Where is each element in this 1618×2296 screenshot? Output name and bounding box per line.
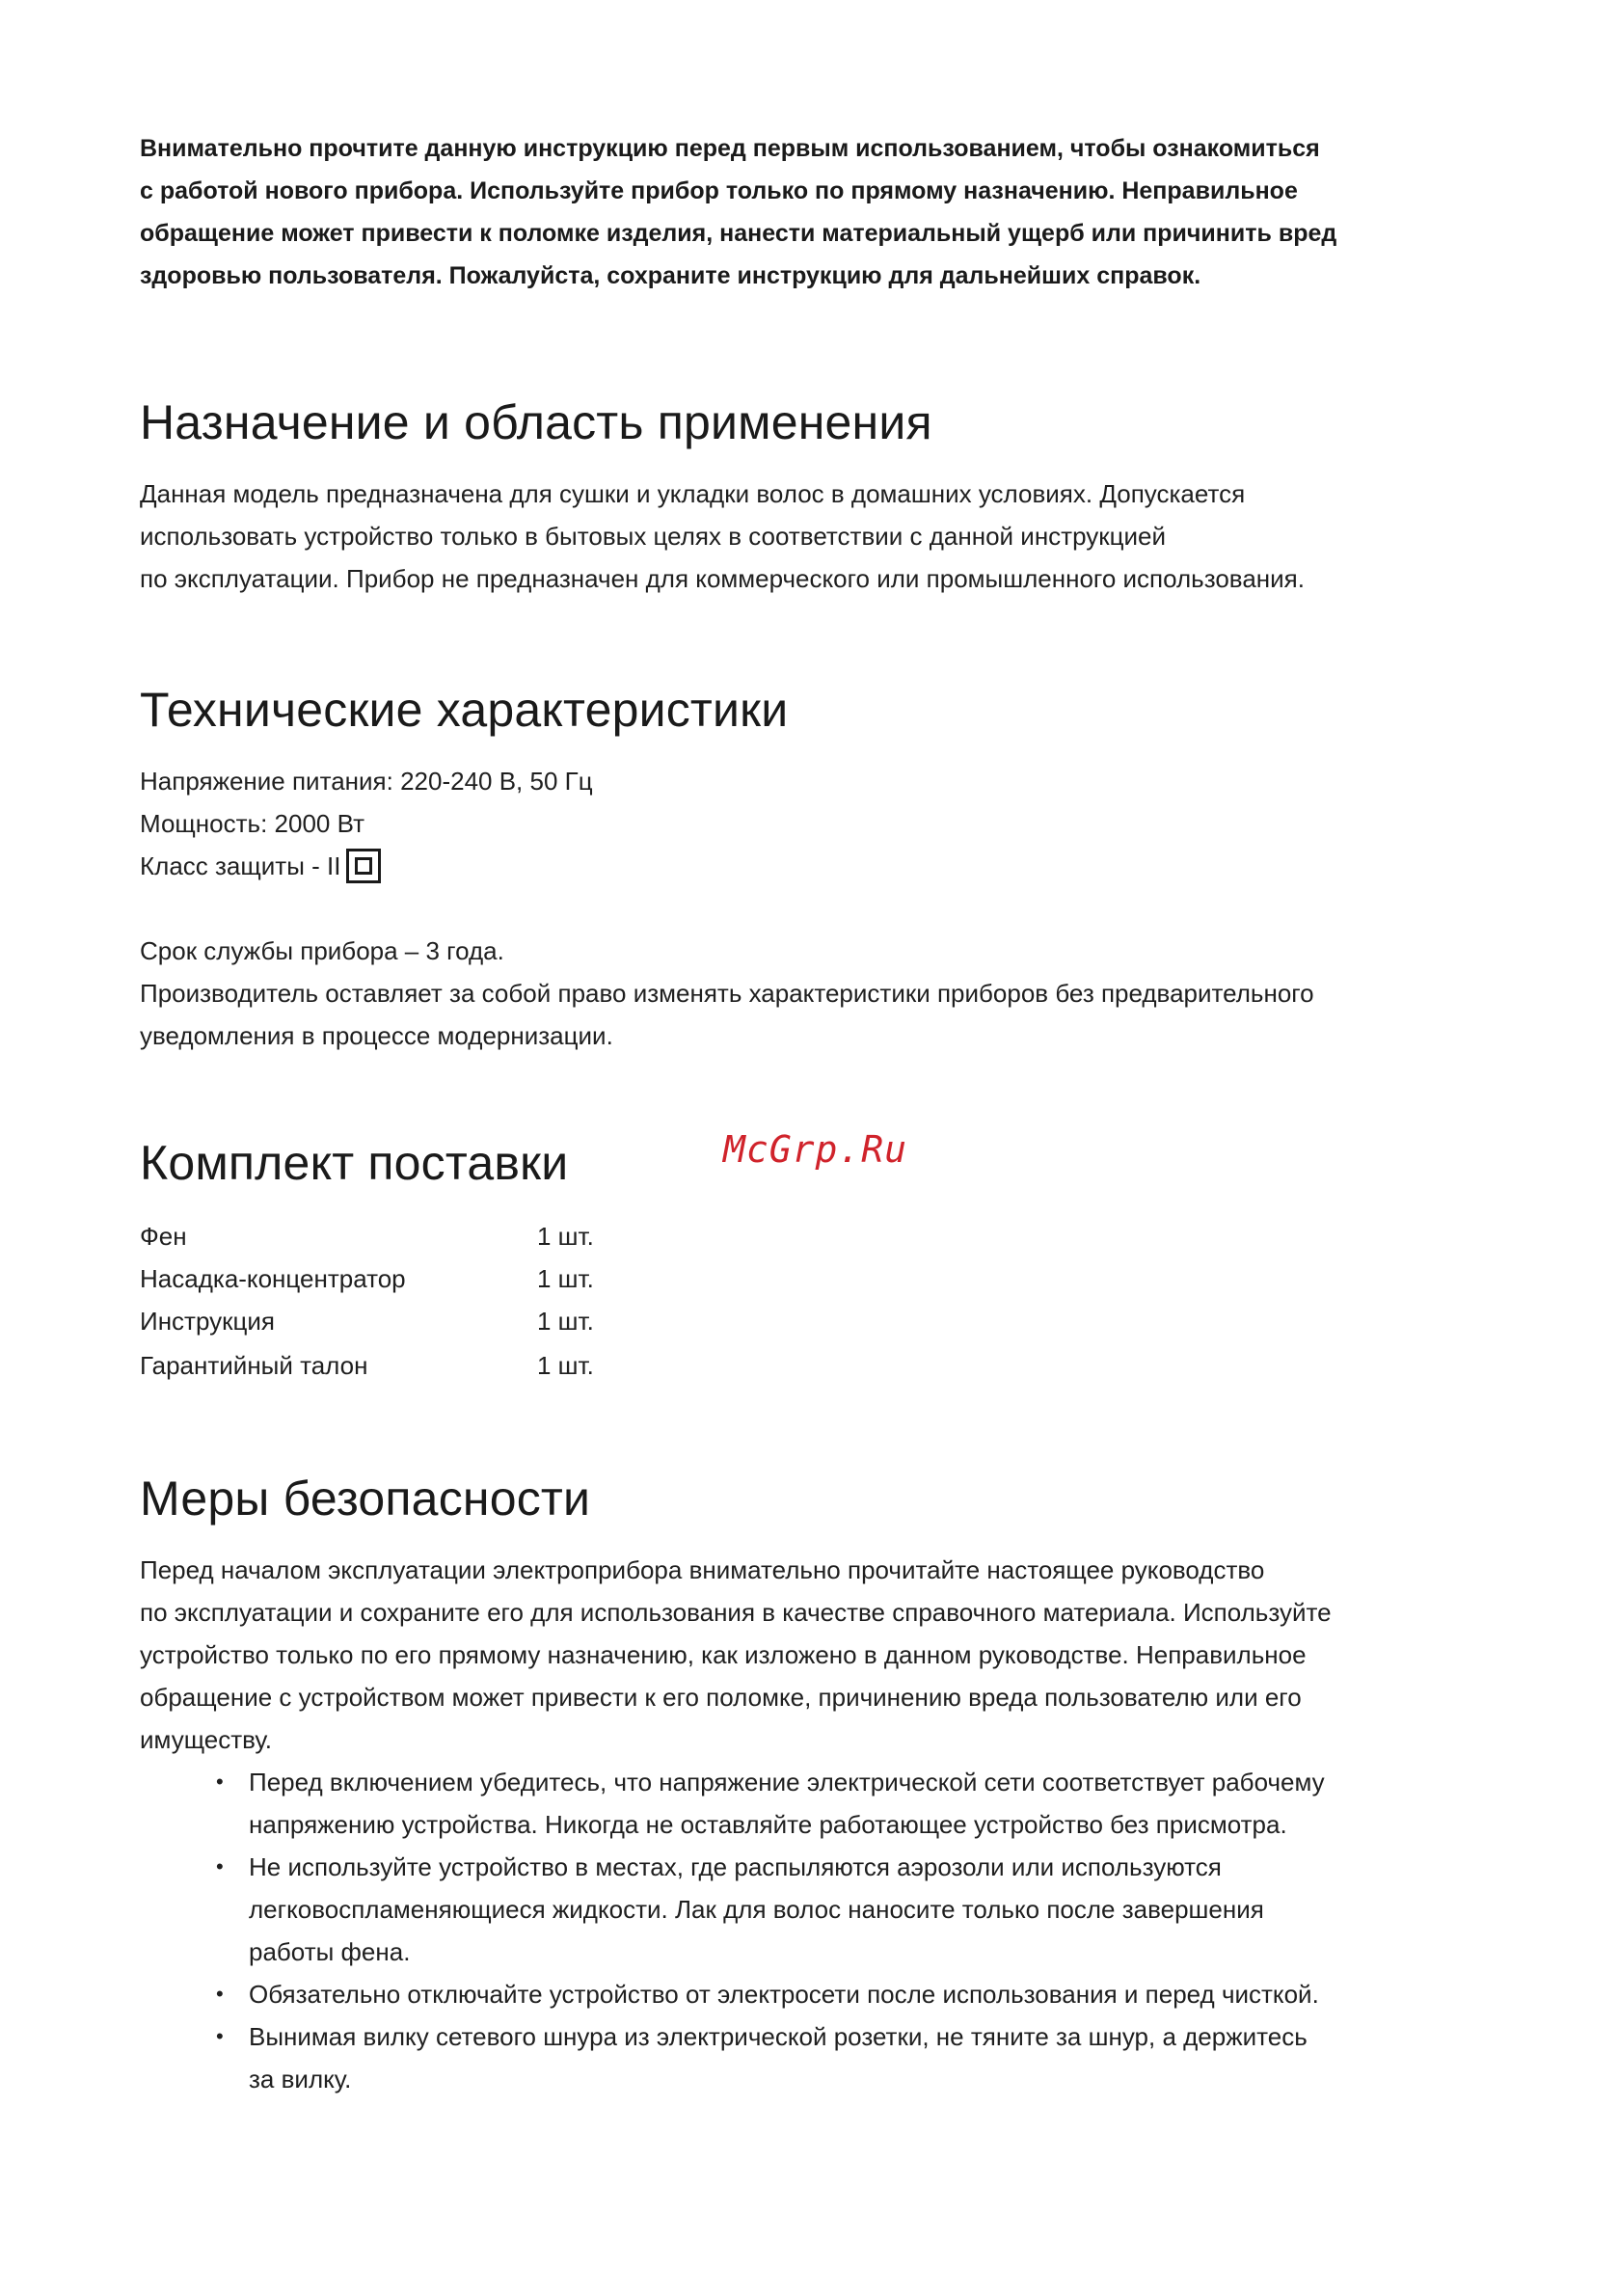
bullet-line: работы фена. <box>249 1937 411 1966</box>
kit-item-qty: 1 шт. <box>537 1222 594 1251</box>
intro-line: здоровью пользователя. Пожалуйста, сохраните инструкцию для дальнейших справок. <box>140 262 1201 289</box>
kit-item-qty: 1 шт. <box>537 1307 594 1336</box>
kit-item-name: Фен <box>140 1222 187 1251</box>
document-content <box>140 127 1490 2100</box>
bullet-line: легковоспламеняющиеся жидкости. Лак для волос наносите только после завершения <box>249 1895 1264 1924</box>
intro-line: обращение может привести к поломке изделия, нанести материальный ущерб или причинить вред <box>140 220 1337 247</box>
purpose-paragraph <box>140 473 1490 600</box>
safety-bullet-list <box>140 1761 1490 2100</box>
purpose-heading: Назначение и область применения <box>140 395 932 449</box>
safety-line: по эксплуатации и сохраните его для использования в качестве справочного материала. Используйте <box>140 1598 1332 1627</box>
safety-paragraph <box>140 1549 1490 1761</box>
purpose-line: Данная модель предназначена для сушки и укладки волос в домашних условиях. Допускается <box>140 479 1246 508</box>
intro-paragraph <box>140 127 1490 297</box>
spec-protection-class-label: Класс защиты - II <box>140 851 341 880</box>
safety-line: устройство только по его прямому назначению, как изложено в данном руководстве. Неправильное <box>140 1640 1307 1669</box>
double-insulation-icon <box>346 849 381 883</box>
kit-row <box>140 1215 1490 1257</box>
bullet-line: Не используйте устройство в местах, где распыляются аэрозоли или используются <box>249 1852 1222 1881</box>
intro-line: Внимательно прочтите данную инструкцию перед первым использованием, чтобы ознакомиться <box>140 135 1320 162</box>
bullet-icon: • <box>216 1854 224 1878</box>
safety-line: имуществу. <box>140 1725 273 1754</box>
kit-row <box>140 1300 1490 1342</box>
bullet-line: Вынимая вилку сетевого шнура из электрической розетки, не тяните за шнур, а держитесь <box>249 2022 1308 2051</box>
kit-item-name: Насадка-концентратор <box>140 1264 406 1293</box>
safety-line: Перед началом эксплуатации электроприбора внимательно прочитайте настоящее руководство <box>140 1555 1265 1584</box>
kit-row <box>140 1344 1490 1387</box>
spec-note-line: Производитель оставляет за собой право изменять характеристики приборов без предварительного <box>140 979 1314 1008</box>
kit-table <box>140 1215 1490 1387</box>
watermark-text: McGrp.Ru <box>723 1128 908 1171</box>
purpose-line: по эксплуатации. Прибор не предназначен для коммерческого или промышленного использования. <box>140 564 1305 593</box>
kit-item-qty: 1 шт. <box>537 1351 594 1380</box>
bullet-icon: • <box>216 1769 224 1794</box>
list-item <box>216 1846 1490 1973</box>
specs-notes <box>140 930 1490 1057</box>
spec-service-life: Срок службы прибора – 3 года. <box>140 936 504 965</box>
bullet-line: Перед включением убедитесь, что напряжение электрической сети соответствует рабочему <box>249 1768 1325 1796</box>
purpose-line: использовать устройство только в бытовых целях в соответствии с данной инструкцией <box>140 522 1167 551</box>
kit-item-name: Гарантийный талон <box>140 1351 368 1380</box>
safety-line: обращение с устройством может привести к его поломке, причинению вреда пользователю или его <box>140 1683 1302 1712</box>
kit-item-name: Инструкция <box>140 1307 275 1336</box>
spec-protection-class <box>140 845 1490 887</box>
list-item <box>216 2015 1490 2100</box>
spec-voltage: Напряжение питания: 220-240 В, 50 Гц <box>140 767 593 796</box>
bullet-line: напряжению устройства. Никогда не оставляйте работающее устройство без присмотра. <box>249 1810 1287 1839</box>
intro-line: с работой нового прибора. Используйте прибор только по прямому назначению. Неправильное <box>140 177 1298 204</box>
spec-note-line: уведомления в процессе модернизации. <box>140 1021 613 1050</box>
kit-row <box>140 1257 1490 1300</box>
spec-power: Мощность: 2000 Вт <box>140 809 364 838</box>
list-item <box>216 1761 1490 1846</box>
specs-list <box>140 760 1490 887</box>
bullet-icon: • <box>216 2024 224 2048</box>
bullet-line: Обязательно отключайте устройство от электросети после использования и перед чисткой. <box>249 1980 1319 2009</box>
specs-heading: Технические характеристики <box>140 683 789 737</box>
bullet-line: за вилку. <box>249 2065 352 2093</box>
safety-heading: Меры безопасности <box>140 1472 591 1526</box>
kit-item-qty: 1 шт. <box>537 1264 594 1293</box>
kit-heading: Комплект поставки <box>140 1136 569 1190</box>
list-item <box>216 1973 1490 2015</box>
bullet-icon: • <box>216 1982 224 2006</box>
